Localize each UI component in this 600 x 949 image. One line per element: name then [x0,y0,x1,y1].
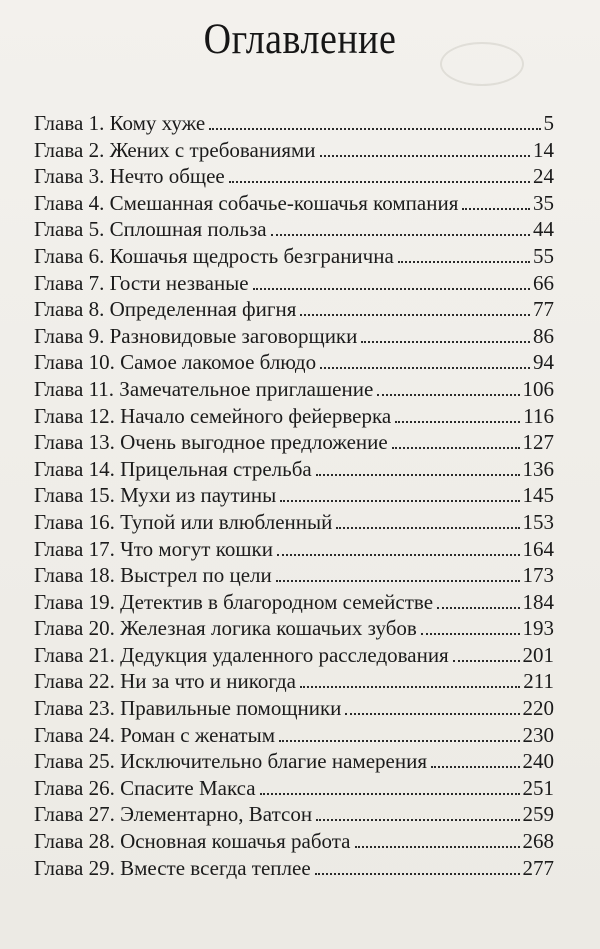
toc-entry [34,509,554,536]
dot-leader [395,421,520,423]
chapter-title: Глава 22. Ни за что и никогда [34,669,296,694]
dot-leader [229,181,530,183]
toc-entry [34,163,554,190]
chapter-title: Глава 20. Железная логика кошачьих зубов [34,616,417,641]
page-number: 136 [522,456,554,481]
chapter-title: Глава 10. Самое лакомое блюдо [34,350,317,375]
toc-entry [34,668,554,695]
dot-leader [462,208,530,210]
toc-entry [34,695,554,722]
page-number: 220 [522,696,554,721]
page-number: 127 [522,430,554,455]
chapter-title: Глава 7. Гости незваные [34,270,249,295]
dot-leader [279,740,520,742]
dot-leader [392,447,520,449]
page-number: 55 [533,243,554,268]
chapter-title: Глава 27. Элементарно, Ватсон [34,802,313,827]
chapter-title: Глава 29. Вместе всегда теплее [34,855,311,880]
page-number: 153 [522,509,554,534]
chapter-title: Глава 8. Определенная фигня [34,297,297,322]
toc-entry [34,403,554,430]
chapter-title: Глава 1. Кому хуже [34,111,206,135]
chapter-title: Глава 17. Что могут кошки [34,536,273,561]
toc-entry [34,801,554,828]
toc-entry [34,110,554,137]
toc-entry [34,748,554,775]
chapter-title: Глава 12. Начало семейного фейерверка [34,403,392,428]
toc-entry [34,855,554,882]
page-number: 211 [523,669,554,694]
dot-leader [377,394,519,396]
dot-leader [280,500,519,502]
page-number: 193 [522,616,554,641]
page-number: 77 [533,297,554,322]
chapter-title: Глава 11. Замечательное приглашение [34,376,374,401]
toc-entry [34,775,554,802]
toc-entry [34,216,554,243]
chapter-title: Глава 24. Роман с женатым [34,722,275,747]
dot-leader [316,819,519,821]
dot-leader [316,474,520,476]
toc-entry [34,243,554,270]
dot-leader [277,554,520,556]
chapter-title: Глава 15. Мухи из паутины [34,483,277,508]
chapter-title: Глава 25. Исключительно благие намерения [34,749,427,774]
toc-entry [34,482,554,509]
chapter-title: Глава 21. Дедукция удаленного расследования [34,642,449,667]
page-number: 259 [522,802,554,827]
toc-entry [34,323,554,350]
toc-entry [34,296,554,323]
dot-leader [437,607,519,609]
toc-entry [34,536,554,563]
page-number: 44 [533,217,554,242]
toc-entry [34,828,554,855]
dot-leader [271,234,530,236]
page-number: 251 [522,775,554,800]
page-number: 184 [522,589,554,614]
toc-entry [34,137,554,164]
toc-entry [34,722,554,749]
page-number: 14 [533,137,554,162]
dot-leader [421,633,520,635]
page-number: 164 [522,536,554,561]
page-number: 201 [522,642,554,667]
chapter-title: Глава 16. Тупой или влюбленный [34,509,333,534]
page-number: 86 [533,323,554,348]
toc-entry [34,270,554,297]
page-number: 24 [533,164,554,189]
toc-entry [34,642,554,669]
page-number: 145 [522,483,554,508]
dot-leader [453,660,520,662]
chapter-title: Глава 14. Прицельная стрельба [34,456,312,481]
chapter-title: Глава 23. Правильные помощники [34,696,342,721]
page-number: 94 [533,350,554,375]
dot-leader [336,527,519,529]
dot-leader [253,288,530,290]
chapter-title: Глава 13. Очень выгодное предложение [34,430,388,455]
toc-entry [34,349,554,376]
dot-leader [320,367,530,369]
toc-entry [34,589,554,616]
chapter-title: Глава 3. Нечто общее [34,164,225,189]
toc-entry [34,562,554,589]
page-number: 5 [543,111,554,135]
table-of-contents [34,110,554,881]
dot-leader [260,793,520,795]
dot-leader [398,261,530,263]
chapter-title: Глава 5. Сплошная польза [34,217,267,242]
chapter-title: Глава 9. Разновидовые заговорщики [34,323,358,348]
chapter-title: Глава 4. Смешанная собачье-кошачья компания [34,190,459,215]
toc-entry [34,190,554,217]
chapter-title: Глава 18. Выстрел по цели [34,563,272,588]
dot-leader [431,766,520,768]
dot-leader [276,580,520,582]
page-number: 173 [522,563,554,588]
dot-leader [300,686,520,688]
dot-leader [345,713,519,715]
toc-entry [34,615,554,642]
toc-entry [34,376,554,403]
chapter-title: Глава 19. Детектив в благородном семействе [34,589,434,614]
page-number: 66 [533,270,554,295]
toc-entry [34,429,554,456]
page-title: Оглавление [203,15,397,64]
page-number: 106 [522,376,554,401]
dot-leader [361,341,530,343]
dot-leader [355,846,520,848]
page-number: 268 [522,829,554,854]
dot-leader [315,873,520,875]
chapter-title: Глава 2. Жених с требованиями [34,137,316,162]
chapter-title: Глава 26. Спасите Макса [34,775,256,800]
dot-leader [320,155,530,157]
page-number: 240 [522,749,554,774]
dot-leader [300,314,530,316]
chapter-title: Глава 6. Кошачья щедрость безгранична [34,243,394,268]
dot-leader [209,128,540,130]
page-number: 116 [523,403,554,428]
chapter-title: Глава 28. Основная кошачья работа [34,829,351,854]
page-number: 230 [522,722,554,747]
page-number: 277 [522,855,554,880]
toc-entry [34,456,554,483]
page-number: 35 [533,190,554,215]
